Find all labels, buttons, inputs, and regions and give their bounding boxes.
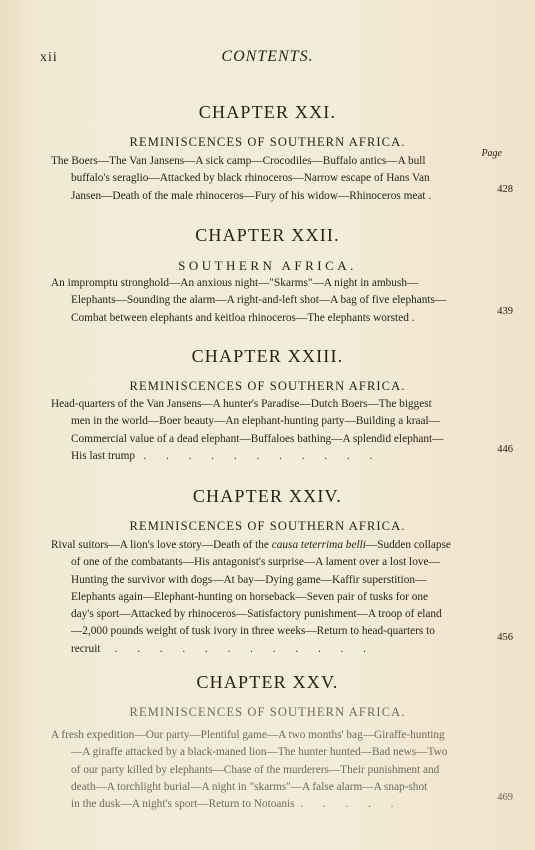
chapter-summary [51, 275, 489, 327]
chapter-title: CHAPTER XXV. [196, 672, 339, 692]
chapter-subtitle: REMINISCENCES OF SOUTHERN AFRICA. [129, 379, 406, 393]
chapter-subtitle: REMINISCENCES OF SOUTHERN AFRICA. [129, 705, 406, 719]
summary-line: of our party killed by elephants—Chase of the murderers—Their punishment and [71, 763, 440, 776]
summary-line: men in the world—Boer beauty—An elephant-hunting party—Building a kraal— [71, 415, 440, 428]
chapter-block [0, 486, 535, 534]
summary-line: —A giraffe attacked by a black-maned lion—The hunter hunted—Bad news—Two [71, 746, 448, 759]
page-column-label: Page [481, 148, 502, 159]
chapter-title: CHAPTER XXI. [198, 102, 337, 122]
summary-line: Combat between elephants and keitloa rhinoceros—The elephants worsted . [71, 311, 415, 324]
chapter-title: CHAPTER XXII. [195, 225, 340, 245]
chapter-block [0, 102, 535, 150]
summary-line: Jansen—Death of the male rhinoceros—Fury of his widow—Rhinoceros meat . [71, 189, 432, 202]
latin-phrase: causa teterrima belli [271, 539, 366, 551]
chapter-summary [51, 537, 489, 658]
chapter-block [0, 346, 535, 394]
page-number: 456 [497, 632, 513, 643]
summary-line: recruit . . . . . . . . . . . . [71, 642, 366, 655]
chapter-subtitle: REMINISCENCES OF SOUTHERN AFRICA. [129, 135, 406, 149]
summary-line: —2,000 pounds weight of tusk ivory in three weeks—Return to head-quarters to [71, 625, 435, 638]
chapter-title: CHAPTER XXIII. [191, 346, 344, 366]
summary-line: An impromptu stronghold—An anxious night—"Skarms"—A night in ambush— [51, 277, 419, 289]
chapter-subtitle: SOUTHERN AFRICA. [178, 258, 357, 273]
summary-line: buffalo's seraglio—Attacked by black rhinoceros—Narrow escape of Hans Van [71, 172, 430, 185]
summary-line: Commercial value of a dead elephant—Buffaloes bathing—A splendid elephant— [71, 432, 444, 445]
chapter-summary [51, 153, 489, 205]
summary-line: Head-quarters of the Van Jansens—A hunter's Paradise—Dutch Boers—The biggest [51, 398, 432, 410]
page-number-roman: xii [40, 50, 58, 65]
summary-line: in the dusk—A night's sport—Return to Notoanis . . . . . [71, 798, 394, 811]
chapter-block [0, 225, 535, 274]
summary-line: Hunting the survivor with dogs—At bay—Dying game—Kaffir superstition— [71, 573, 427, 586]
summary-line: day's sport—Attacked by rhinoceros—Satisfactory punishment—A troop of eland [71, 608, 442, 621]
summary-line: His last trump . . . . . . . . . . . [71, 449, 373, 462]
chapter-block [0, 672, 535, 720]
chapter-title: CHAPTER XXIV. [192, 486, 343, 506]
summary-line: The Boers—The Van Jansens—A sick camp—Crocodiles—Buffalo antics—A bull [51, 155, 426, 167]
chapter-summary [51, 727, 489, 813]
page-number: 428 [497, 184, 513, 195]
page-number: 446 [497, 444, 513, 455]
chapter-subtitle: REMINISCENCES OF SOUTHERN AFRICA. [129, 519, 406, 533]
summary-line: A fresh expedition—Our party—Plentiful game—A two months' bag—Giraffe-hunting [51, 729, 445, 741]
summary-line: death—A torchlight burial—A night in "skarms"—A false alarm—A snap-shot [71, 780, 428, 793]
chapter-summary [51, 396, 489, 465]
page-number: 439 [497, 306, 513, 317]
page-number: 469 [497, 792, 513, 803]
summary-line: Rival suitors—A lion's love story—Death of the causa teterrima belli—Sudden collapse [51, 539, 451, 551]
running-header: CONTENTS. [221, 48, 314, 65]
summary-line: of one of the combatants—His antagonist's surprise—A lament over a lost love— [71, 556, 440, 569]
summary-line: Elephants again—Elephant-hunting on horseback—Seven pair of tusks for one [71, 590, 429, 603]
summary-line: Elephants—Sounding the alarm—A right-and-left shot—A bag of five elephants— [71, 294, 447, 307]
